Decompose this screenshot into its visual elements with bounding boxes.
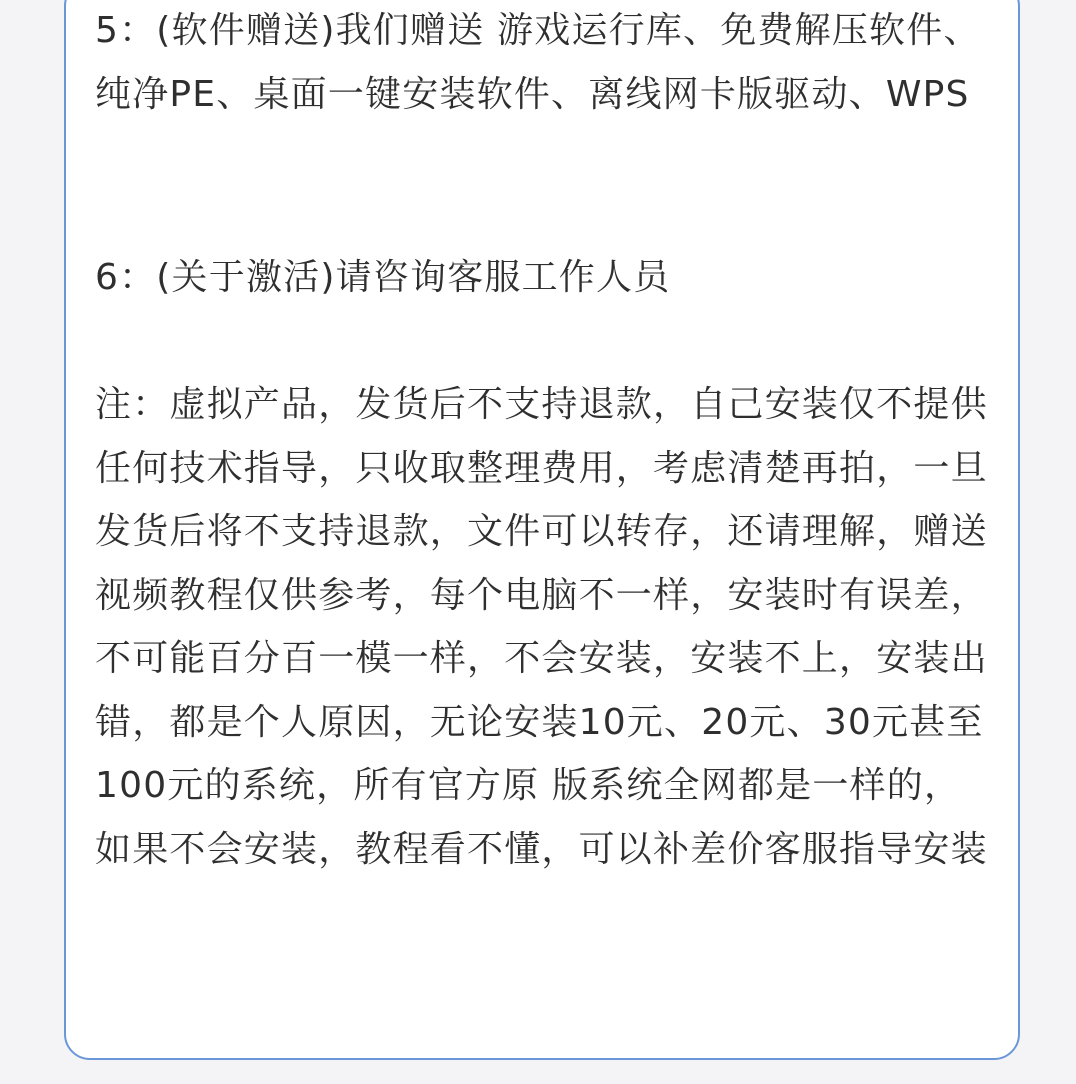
software-gift-item: 5：(软件赠送)我们赠送 游戏运行库、免费解压软件、纯净PE、桌面一键安装软件、离线网卡版驱动、WPS bbox=[95, 10, 981, 115]
activation-item: 6：(关于激活)请咨询客服工作人员 bbox=[95, 257, 671, 298]
disclaimer-note: 注：虚拟产品，发货后不支持退款，自己安装仅不提供任何技术指导，只收取整理费用，考虑清楚再拍，一旦发货后将不支持退款，文件可以转存，还请理解，赠送视频教程仅供参考，每个电脑不一样，安装时有误差，不可能百分百一模一样，不会安装，安装不上，安装出错，都是个人原因，无论安装10元、20元、30元甚至100元的系统，所有官方原 版系统全网都是一样的，如果不会安装，教程看不懂，可以补差价客服指导安装 bbox=[95, 384, 988, 870]
